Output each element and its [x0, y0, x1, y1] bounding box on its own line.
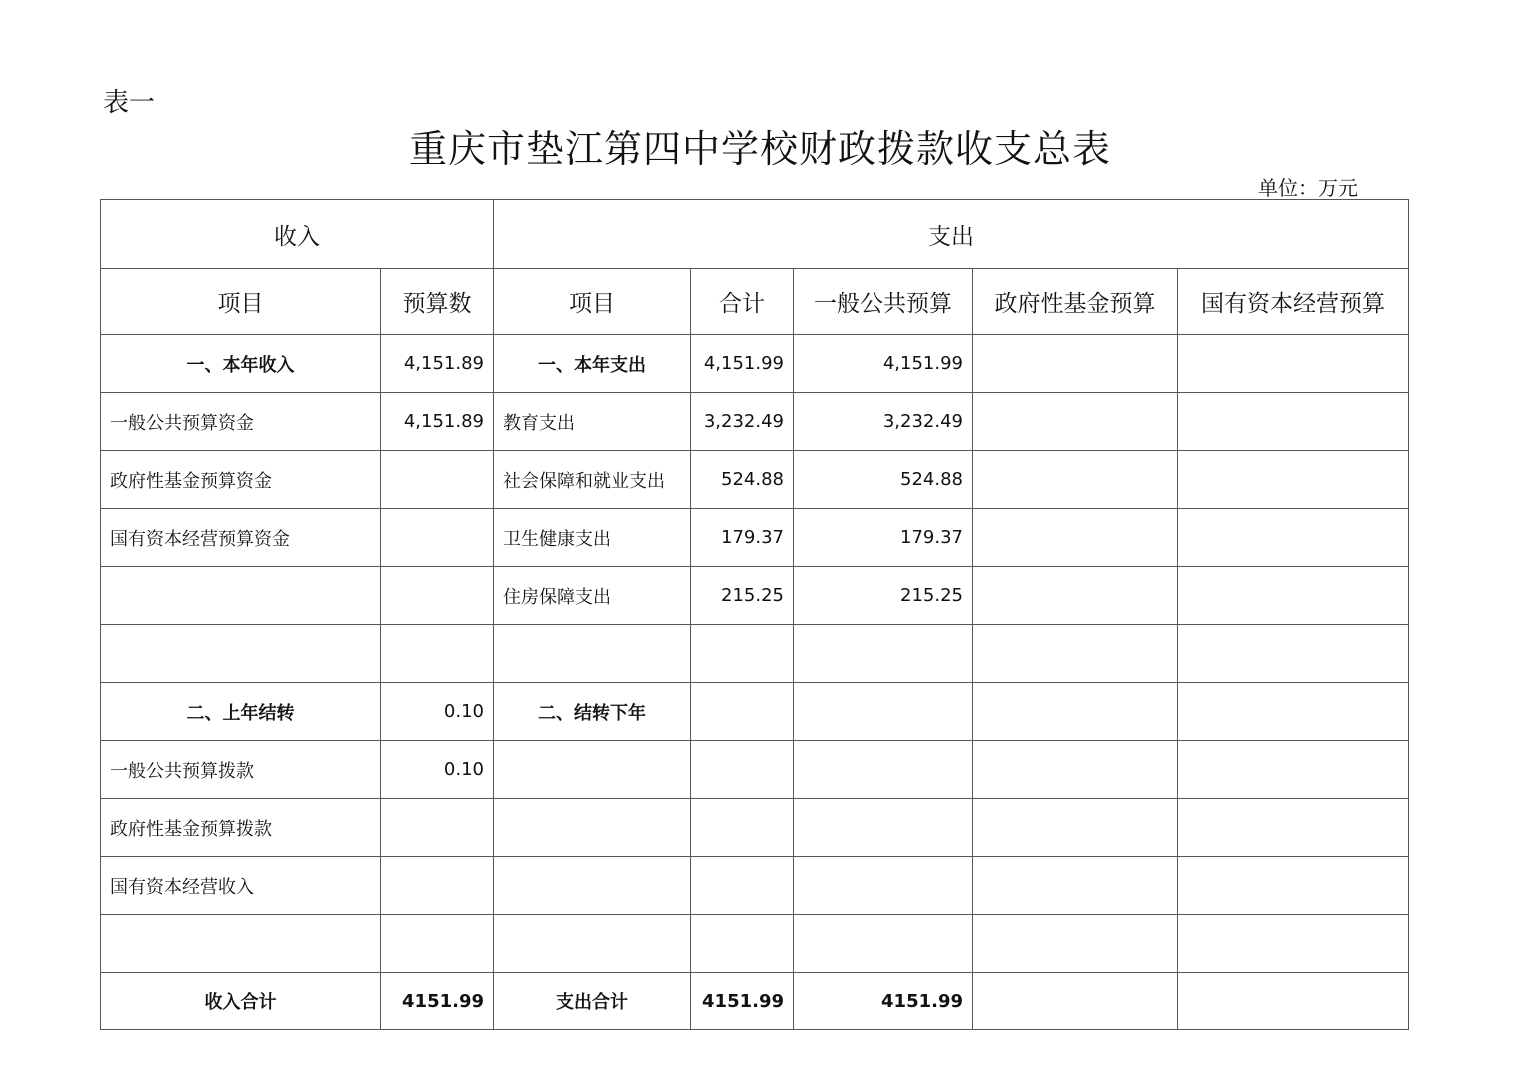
income-budget-cell — [381, 799, 494, 857]
income-item-cell: 国有资本经营收入 — [101, 857, 381, 915]
gov-fund-budget-total-value — [973, 973, 1178, 1030]
income-budget-cell — [381, 625, 494, 683]
general-budget-cell: 215.25 — [794, 567, 973, 625]
general-budget-cell — [794, 915, 973, 973]
table-label: 表一 — [103, 88, 156, 118]
general-budget-cell: 179.37 — [794, 509, 973, 567]
state-capital-budget-total-value — [1178, 973, 1409, 1030]
expense-item-cell: 卫生健康支出 — [494, 509, 691, 567]
table-row — [101, 451, 1409, 509]
totals-row — [101, 973, 1409, 1030]
table-row — [101, 683, 1409, 741]
income-item-cell — [101, 915, 381, 973]
gov-fund-budget-cell — [973, 451, 1178, 509]
expense-item-cell — [494, 625, 691, 683]
unit-label: 单位：万元 — [1258, 176, 1358, 200]
gov-fund-budget-cell — [973, 683, 1178, 741]
income-item-cell: 一、本年收入 — [101, 335, 381, 393]
income-budget-cell — [381, 857, 494, 915]
income-budget-cell: 0.10 — [381, 683, 494, 741]
expense-total-cell — [691, 625, 794, 683]
col-header-income-budget: 预算数 — [381, 269, 494, 335]
gov-fund-budget-cell — [973, 625, 1178, 683]
expense-item-cell — [494, 915, 691, 973]
gov-fund-budget-cell — [973, 741, 1178, 799]
table-row — [101, 741, 1409, 799]
state-capital-budget-cell — [1178, 915, 1409, 973]
table-row — [101, 335, 1409, 393]
general-budget-cell: 3,232.49 — [794, 393, 973, 451]
expense-total-cell: 524.88 — [691, 451, 794, 509]
income-total-label: 收入合计 — [101, 973, 381, 1030]
income-budget-cell — [381, 509, 494, 567]
income-item-cell: 一般公共预算资金 — [101, 393, 381, 451]
general-budget-total-value: 4151.99 — [794, 973, 973, 1030]
income-item-cell — [101, 625, 381, 683]
expense-item-cell — [494, 799, 691, 857]
table-row — [101, 509, 1409, 567]
expense-total-cell — [691, 915, 794, 973]
expense-group-header: 支出 — [494, 200, 1409, 269]
state-capital-budget-cell — [1178, 393, 1409, 451]
expense-item-cell: 一、本年支出 — [494, 335, 691, 393]
gov-fund-budget-cell — [973, 915, 1178, 973]
col-header-gov-fund-budget: 政府性基金预算 — [973, 269, 1178, 335]
state-capital-budget-cell — [1178, 857, 1409, 915]
general-budget-cell — [794, 741, 973, 799]
income-budget-cell — [381, 451, 494, 509]
income-item-cell: 政府性基金预算资金 — [101, 451, 381, 509]
general-budget-cell — [794, 799, 973, 857]
state-capital-budget-cell — [1178, 451, 1409, 509]
expense-item-cell: 二、结转下年 — [494, 683, 691, 741]
col-header-expense-total: 合计 — [691, 269, 794, 335]
expense-total-cell: 3,232.49 — [691, 393, 794, 451]
income-item-cell: 政府性基金预算拨款 — [101, 799, 381, 857]
col-header-expense-item: 项目 — [494, 269, 691, 335]
income-total-value: 4151.99 — [381, 973, 494, 1030]
table-row — [101, 625, 1409, 683]
gov-fund-budget-cell — [973, 393, 1178, 451]
expense-total-cell — [691, 799, 794, 857]
state-capital-budget-cell — [1178, 799, 1409, 857]
expense-total-cell — [691, 857, 794, 915]
table-row — [101, 915, 1409, 973]
income-budget-cell: 4,151.89 — [381, 335, 494, 393]
expense-item-cell: 教育支出 — [494, 393, 691, 451]
gov-fund-budget-cell — [973, 509, 1178, 567]
income-budget-cell: 4,151.89 — [381, 393, 494, 451]
header-row-columns — [101, 269, 1409, 335]
gov-fund-budget-cell — [973, 567, 1178, 625]
gov-fund-budget-cell — [973, 799, 1178, 857]
col-header-state-capital-budget: 国有资本经营预算 — [1178, 269, 1409, 335]
expense-total-label: 支出合计 — [494, 973, 691, 1030]
expense-total-cell — [691, 741, 794, 799]
expense-item-cell: 住房保障支出 — [494, 567, 691, 625]
general-budget-cell: 524.88 — [794, 451, 973, 509]
general-budget-cell — [794, 683, 973, 741]
state-capital-budget-cell — [1178, 567, 1409, 625]
header-row-groups — [101, 200, 1409, 269]
expense-item-cell — [494, 857, 691, 915]
expense-total-cell: 4,151.99 — [691, 335, 794, 393]
income-group-header: 收入 — [101, 200, 494, 269]
table-row — [101, 567, 1409, 625]
general-budget-cell: 4,151.99 — [794, 335, 973, 393]
state-capital-budget-cell — [1178, 741, 1409, 799]
income-item-cell: 一般公共预算拨款 — [101, 741, 381, 799]
expense-item-cell — [494, 741, 691, 799]
income-item-cell: 国有资本经营预算资金 — [101, 509, 381, 567]
page-title: 重庆市垫江第四中学校财政拨款收支总表 — [408, 127, 1111, 171]
general-budget-cell — [794, 625, 973, 683]
table-row — [101, 799, 1409, 857]
col-header-income-item: 项目 — [101, 269, 381, 335]
gov-fund-budget-cell — [973, 335, 1178, 393]
table-row — [101, 857, 1409, 915]
income-budget-cell — [381, 567, 494, 625]
table-row — [101, 393, 1409, 451]
state-capital-budget-cell — [1178, 625, 1409, 683]
expense-total-cell: 179.37 — [691, 509, 794, 567]
budget-summary-table — [100, 199, 1409, 1030]
income-item-cell: 二、上年结转 — [101, 683, 381, 741]
state-capital-budget-cell — [1178, 509, 1409, 567]
income-item-cell — [101, 567, 381, 625]
gov-fund-budget-cell — [973, 857, 1178, 915]
expense-total-cell: 215.25 — [691, 567, 794, 625]
expense-item-cell: 社会保障和就业支出 — [494, 451, 691, 509]
expense-total-cell — [691, 683, 794, 741]
col-header-general-budget: 一般公共预算 — [794, 269, 973, 335]
income-budget-cell: 0.10 — [381, 741, 494, 799]
income-budget-cell — [381, 915, 494, 973]
expense-total-value: 4151.99 — [691, 973, 794, 1030]
state-capital-budget-cell — [1178, 683, 1409, 741]
state-capital-budget-cell — [1178, 335, 1409, 393]
general-budget-cell — [794, 857, 973, 915]
